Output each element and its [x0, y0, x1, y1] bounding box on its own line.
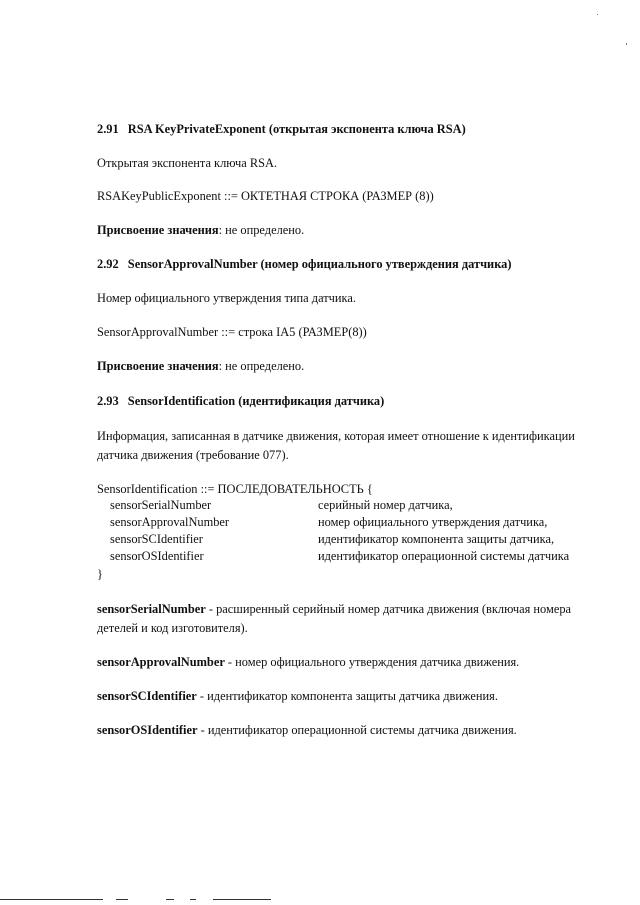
field-explanation: [97, 722, 517, 738]
section-description: Открытая экспонента ключа RSA.: [97, 156, 278, 170]
field-explanation-text: - расширенный серийный номер датчика движения (включая номера: [205, 602, 572, 616]
sequence-field-name: sensorSerialNumber: [110, 498, 212, 512]
field-explanation-term: sensorSCIdentifier: [97, 689, 197, 703]
section-number: 2.93: [97, 394, 119, 408]
sequence-field-comment: номер официального утверждения датчика,: [318, 515, 548, 529]
sequence-field-name: sensorApprovalNumber: [110, 515, 230, 529]
section-description-line: датчика движения (требование 077).: [97, 448, 289, 462]
field-explanation-text: - номер официального утверждения датчика движения.: [224, 655, 520, 669]
scan-speck: [597, 14, 598, 15]
field-explanation: [97, 688, 498, 704]
asn1-sequence-open: SensorIdentification ::= ПОСЛЕДОВАТЕЛЬНОСТЬ {: [97, 482, 373, 496]
section-title: SensorIdentification (идентификация датчика): [127, 394, 385, 408]
section-number: 2.92: [97, 257, 119, 271]
sequence-field-comment: идентификатор операционной системы датчика: [318, 549, 570, 563]
value-assignment: [97, 358, 304, 374]
footer-line: [166, 899, 174, 900]
field-explanation-term: sensorOSIdentifier: [97, 723, 198, 737]
section-number: 2.91: [97, 122, 119, 136]
section-heading: [97, 256, 511, 272]
footer-line: [190, 899, 196, 900]
sequence-field-comment: серийный номер датчика,: [318, 498, 453, 512]
section-description-line: Информация, записанная в датчике движения, которая имеет отношение к идентификации: [97, 429, 575, 443]
value-assignment-text: : не определено.: [218, 359, 305, 373]
field-explanation: [97, 654, 519, 670]
value-assignment-text: : не определено.: [218, 223, 305, 237]
section-title: RSA KeyPrivateExponent (открытая экспонента ключа RSA): [127, 122, 466, 136]
field-explanation-text: - идентификатор компонента защиты датчика движения.: [196, 689, 498, 703]
asn1-definition: SensorApprovalNumber ::= строка IA5 (РАЗМЕР(8)): [97, 325, 367, 339]
footer-line: [0, 899, 103, 900]
field-explanation-term: sensorApprovalNumber: [97, 655, 225, 669]
footer-line: [116, 899, 128, 900]
section-description: Номер официального утверждения типа датчика.: [97, 291, 356, 305]
value-assignment: [97, 222, 304, 238]
asn1-definition: RSAKeyPublicExponent ::= ОКТЕТНАЯ СТРОКА (РАЗМЕР (8)): [97, 189, 434, 203]
field-explanation-term: sensorSerialNumber: [97, 602, 206, 616]
asn1-sequence-close: }: [97, 567, 103, 581]
value-assignment-label: Присвоение значения: [97, 223, 219, 237]
footer-line: [213, 899, 271, 900]
field-explanation-text: - идентификатор операционной системы датчика движения.: [197, 723, 517, 737]
section-heading: [97, 393, 384, 409]
sequence-field-name: sensorOSIdentifier: [110, 549, 204, 563]
sequence-field-comment: идентификатор компонента защиты датчика,: [318, 532, 555, 546]
sequence-field-name: sensorSCIdentifier: [110, 532, 203, 546]
field-explanation: [97, 601, 571, 617]
scan-speck: [626, 43, 627, 45]
value-assignment-label: Присвоение значения: [97, 359, 219, 373]
section-title: SensorApprovalNumber (номер официального утверждения датчика): [127, 257, 512, 271]
section-heading: [97, 121, 466, 137]
field-explanation-continuation: детелей и код изготовителя).: [97, 621, 248, 635]
